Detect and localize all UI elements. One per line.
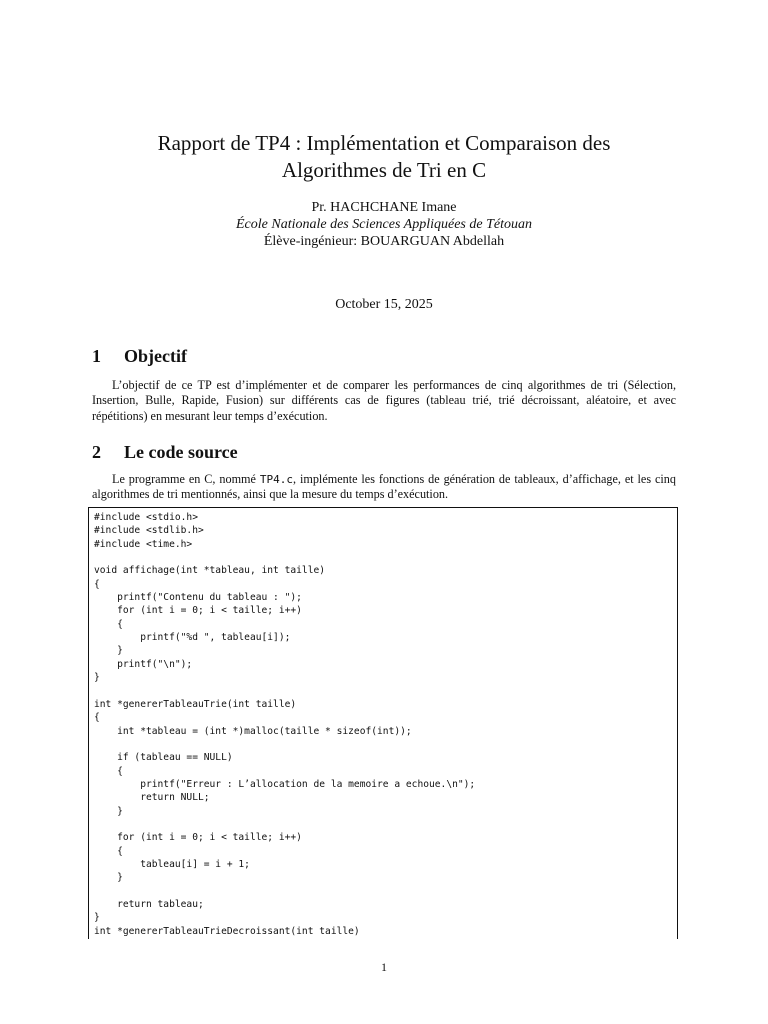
code-line: tableau[i] = i + 1;	[94, 858, 250, 870]
code-line: int *genererTableauTrieDecroissant(int taille)	[94, 925, 360, 937]
code-line: void affichage(int *tableau, int taille)	[94, 565, 326, 577]
student-name: Élève-ingénieur: BOUARGUAN Abdellah	[263, 234, 505, 249]
body-text-after: , implémente les fonctions de génération de tableaux, d’affichage, et les cinq algorithmes de tri mentionnés, ainsi que la mesure du temps d’exécution.	[92, 472, 676, 502]
title-line-2: Algorithmes de Tri en C	[281, 158, 487, 182]
code-line: printf("Contenu du tableau : ");	[94, 592, 302, 604]
code-line: printf("%d ", tableau[i]);	[94, 632, 291, 644]
code-line: for (int i = 0; i < taille; i++)	[94, 605, 302, 617]
code-listing	[88, 507, 678, 939]
section-number: 1	[92, 346, 101, 366]
body-text-before: Le programme en C, nommé	[112, 472, 260, 486]
section-title: Le code source	[124, 442, 238, 462]
code-line: #include <time.h>	[94, 538, 193, 550]
section-heading-code-source	[92, 442, 238, 462]
code-line: }	[94, 672, 100, 684]
code-line: return NULL;	[94, 792, 210, 804]
document-title	[0, 130, 768, 184]
code-line: #include <stdlib.h>	[94, 525, 204, 537]
code-line: {	[94, 618, 123, 630]
code-line: {	[94, 845, 123, 857]
code-line: int *genererTableauTrie(int taille)	[94, 698, 297, 710]
code-line: printf("\n");	[94, 658, 193, 670]
code-line: return tableau;	[94, 898, 204, 910]
code-line: {	[94, 712, 100, 724]
code-line: for (int i = 0; i < taille; i++)	[94, 832, 302, 844]
code-line: {	[94, 765, 123, 777]
section-body-code-source	[92, 472, 676, 503]
section-body-objectif: L’objectif de ce TP est d’implémenter et de comparer les performances de cinq algorithmes de tri (Sélection, Insertion, Bulle, Rapide, Fusion) sur différents cas de figures (tableau trié, trié décroissant, aléatoire, et avec répétitions) en mesurant leur temps d’exécution.	[92, 378, 676, 423]
author-name: Pr. HACHCHANE Imane	[311, 200, 457, 215]
document-date: October 15, 2025	[335, 297, 433, 312]
institution: École Nationale des Sciences Appliquées de Tétouan	[235, 217, 532, 232]
code-line: }	[94, 805, 123, 817]
section-title: Objectif	[124, 346, 187, 366]
title-line-1: Rapport de TP4 : Implémentation et Comparaison des	[157, 131, 611, 155]
code-line: #include <stdio.h>	[94, 512, 198, 523]
section-number: 2	[92, 442, 101, 462]
section-heading-objectif	[92, 346, 187, 366]
code-line: }	[94, 645, 123, 657]
code-line: {	[94, 578, 100, 590]
inline-code-filename: TP4.c	[259, 473, 293, 486]
code-line: if (tableau == NULL)	[94, 752, 233, 764]
code-line: printf("Erreur : L’allocation de la memoire a echoue.\n");	[94, 778, 476, 790]
code-line: }	[94, 912, 100, 924]
code-line: int *tableau = (int *)malloc(taille * sizeof(int));	[94, 725, 412, 737]
author-block	[0, 199, 768, 250]
code-block	[89, 508, 677, 938]
page-number: 1	[381, 960, 387, 974]
code-line: }	[94, 872, 123, 884]
